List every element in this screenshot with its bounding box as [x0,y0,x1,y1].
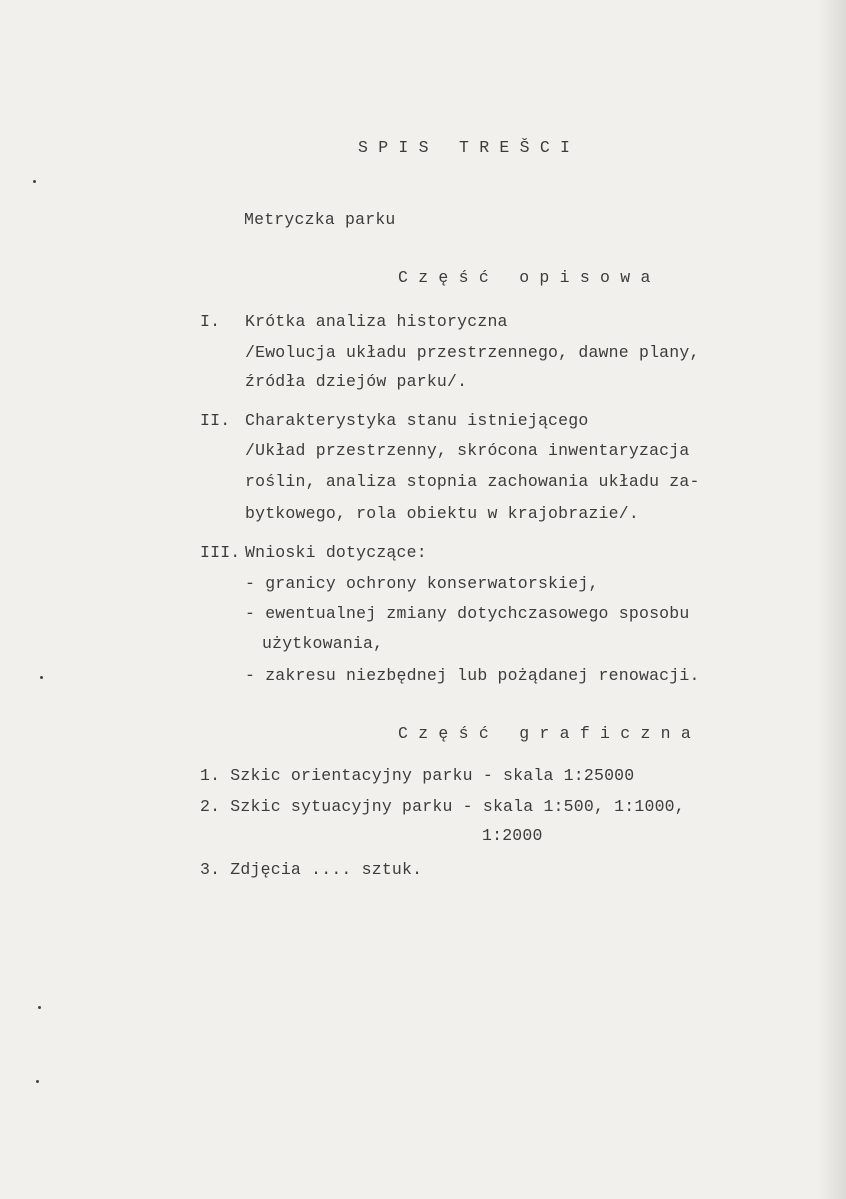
section-i-number: I. [200,312,221,331]
section-ii-line: bytkowego, rola obiektu w krajobrazie/. [245,504,639,523]
graphic-item: 3. Zdjęcia .... sztuk. [200,860,423,879]
margin-speck [40,676,43,679]
margin-speck [33,180,36,183]
metryczka-heading: Metryczka parku [244,210,396,229]
graphic-item: 1. Szkic orientacyjny parku - skala 1:25000 [200,766,635,785]
graphic-item: 1:2000 [482,826,543,845]
section-ii-line: /Układ przestrzenny, skrócona inwentaryzacja [245,441,690,460]
section-iii-item: - zakresu niezbędnej lub pożądanej renowacji. [245,666,700,685]
czesc-opisowa-heading: C z ę ś ć o p i s o w a [398,268,651,287]
section-iii-title: Wnioski dotyczące: [245,543,427,562]
section-i-line: źródła dziejów parku/. [245,372,468,391]
page-edge-shadow [818,0,846,1199]
section-i-title: Krótka analiza historyczna [245,312,508,331]
czesc-graficzna-heading: C z ę ś ć g r a f i c z n a [398,724,691,743]
section-ii-line: roślin, analiza stopnia zachowania układu za- [245,472,700,491]
section-iii-item: użytkowania, [262,634,384,653]
section-iii-number: III. [200,543,241,562]
section-ii-number: II. [200,411,231,430]
section-iii-item: - ewentualnej zmiany dotychczasowego sposobu [245,604,690,623]
section-ii-title: Charakterystyka stanu istniejącego [245,411,589,430]
section-iii-item: - granicy ochrony konserwatorskiej, [245,574,599,593]
margin-speck [36,1080,39,1083]
graphic-item: 2. Szkic sytuacyjny parku - skala 1:500, 1:1000, [200,797,685,816]
section-i-line: /Ewolucja układu przestrzennego, dawne plany, [245,343,700,362]
margin-speck [38,1006,41,1009]
page-title: S P I S T R E Š C I [358,138,571,157]
